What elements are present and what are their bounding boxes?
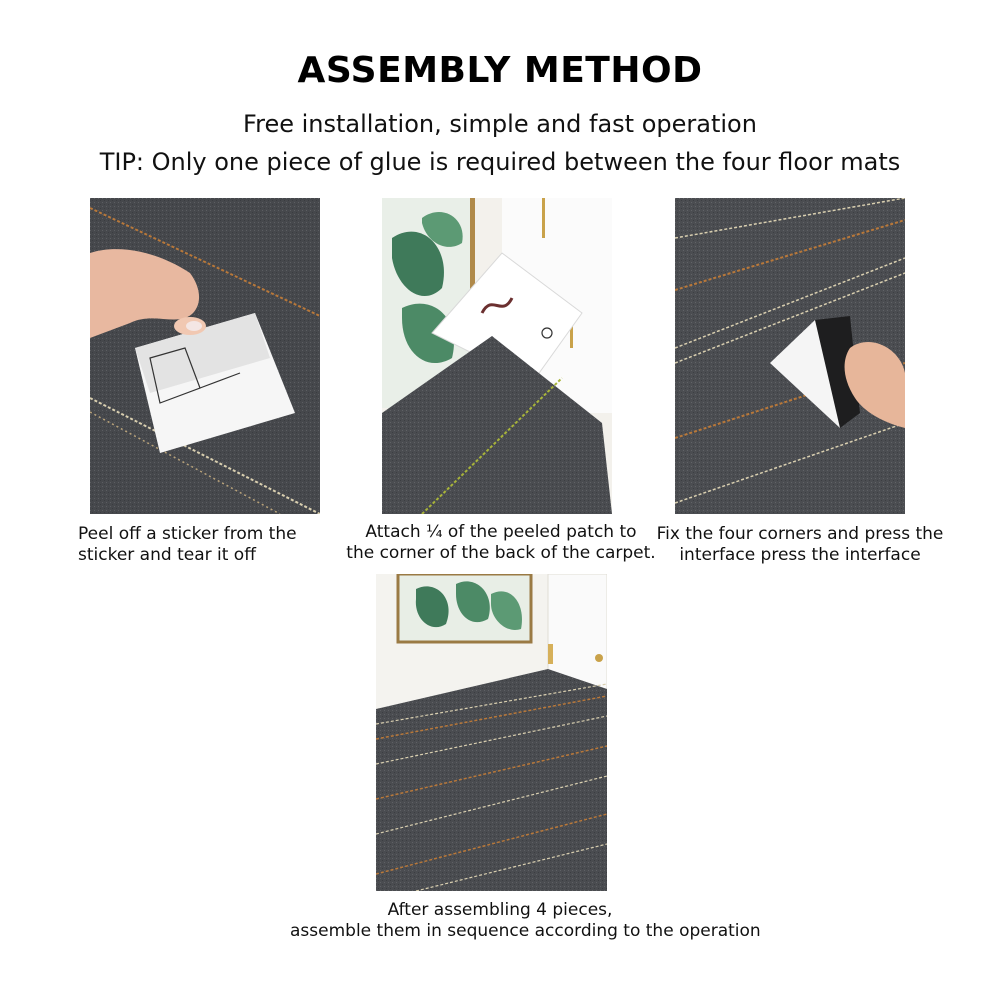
step-2-caption-line2: the corner of the back of the carpet. bbox=[346, 543, 656, 563]
attach-patch-photo bbox=[382, 198, 612, 514]
step-2-caption-line1: Attach ¼ of the peeled patch to bbox=[365, 522, 637, 542]
step-4-caption bbox=[290, 900, 761, 942]
step-1-caption bbox=[78, 524, 328, 566]
fix-corners-photo bbox=[675, 198, 905, 514]
step-3-caption-line1: Fix the four corners and press the bbox=[656, 524, 944, 544]
step-1-caption-line2: sticker and tear it off bbox=[78, 545, 256, 565]
step-3-caption-line2: interface press the interface bbox=[679, 545, 921, 565]
step-1-caption-line1: Peel off a sticker from the bbox=[78, 524, 297, 544]
tip-text: TIP: Only one piece of glue is required between the four floor mats bbox=[99, 148, 901, 176]
assembled-floor-photo bbox=[376, 574, 607, 891]
subtitle: Free installation, simple and fast operation bbox=[243, 110, 757, 138]
step-2-caption bbox=[346, 522, 656, 564]
page-title: ASSEMBLY METHOD bbox=[297, 50, 703, 91]
step-4-caption-line1: After assembling 4 pieces, bbox=[387, 900, 613, 920]
step-4-caption-line2: assemble them in sequence according to the operation bbox=[290, 921, 761, 941]
peel-sticker-photo bbox=[90, 198, 320, 514]
step-3-caption bbox=[652, 524, 948, 566]
